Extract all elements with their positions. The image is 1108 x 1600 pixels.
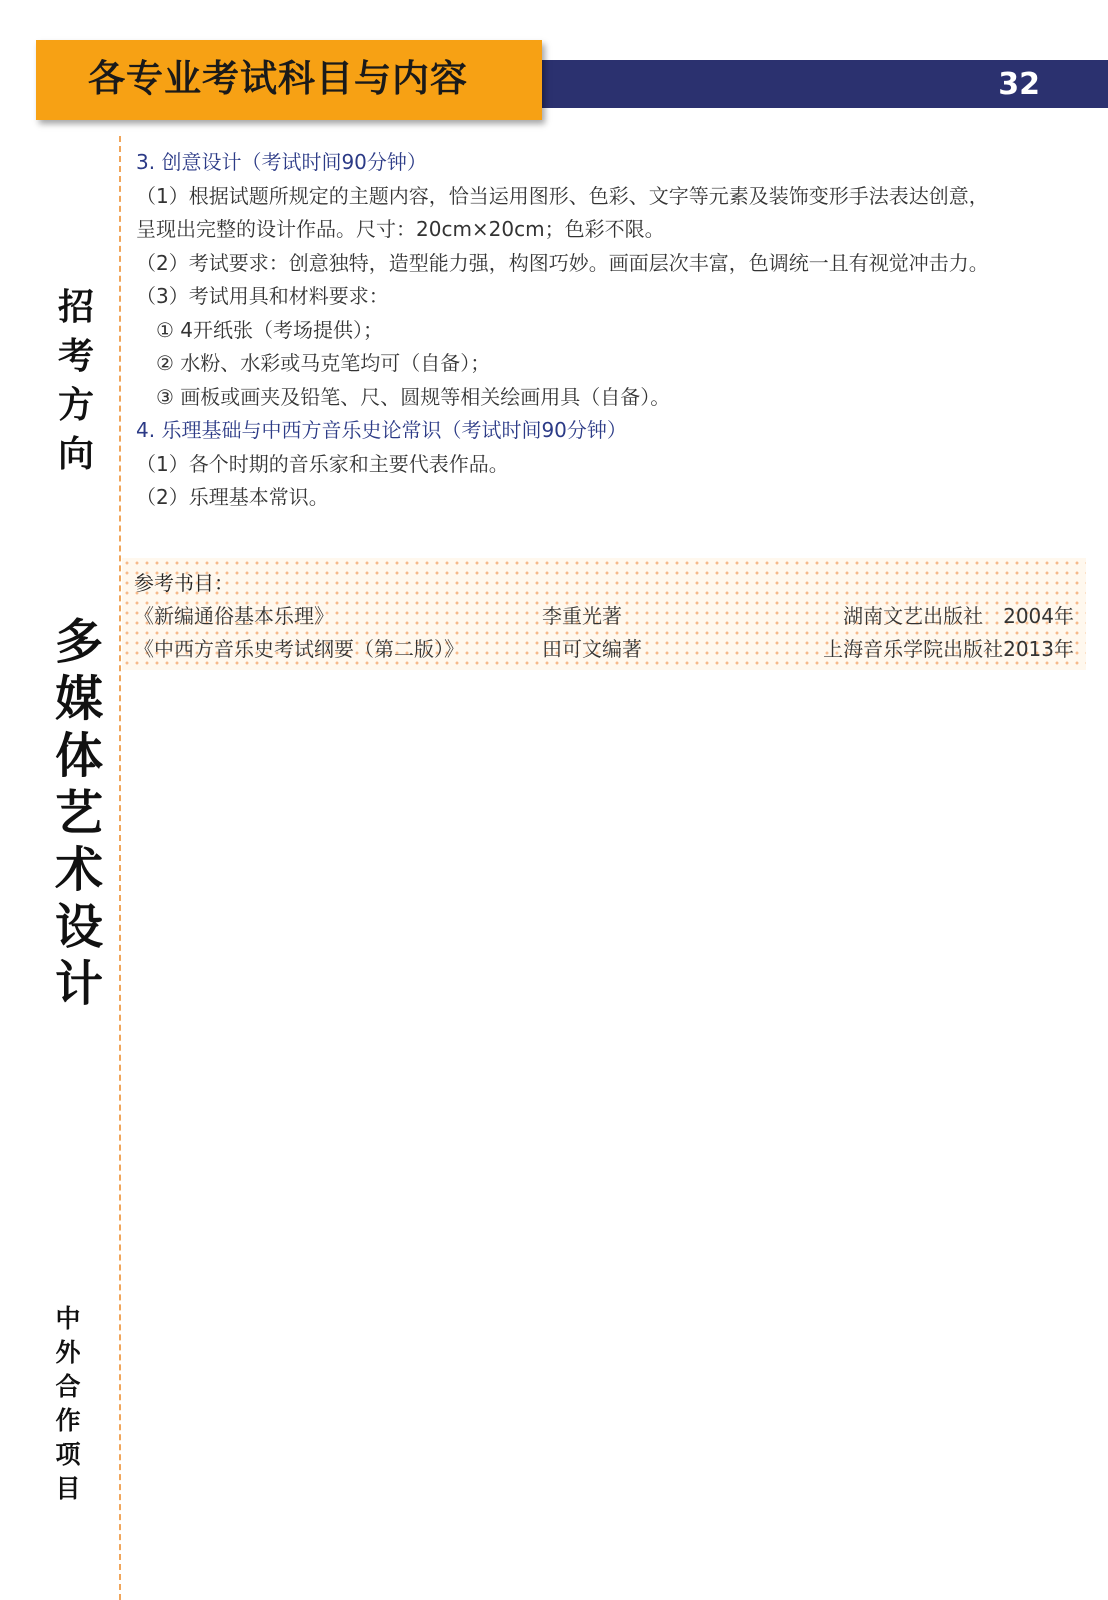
sub-list-item: ① 4开纸张（考场提供）；	[156, 317, 384, 342]
paragraph-item: （1）各个时期的音乐家和主要代表作品。	[136, 451, 509, 476]
main-content	[136, 146, 1086, 515]
sidebar-char: 术	[54, 842, 103, 898]
paragraph-item: （2）乐理基本常识。	[136, 485, 329, 509]
section-heading-creative-design: 3. 创意设计（考试时间90分钟）	[136, 150, 427, 174]
sidebar-char: 目	[55, 1474, 81, 1503]
paragraph-item: （2）考试要求：创意独特，造型能力强，构图巧妙。画面层次丰富，色调统一且有视觉冲击力。	[136, 250, 989, 275]
sidebar-char: 项	[55, 1440, 81, 1469]
reference-book-row	[134, 600, 1074, 632]
reference-books-box	[122, 558, 1086, 670]
reference-book-row	[134, 633, 1074, 665]
sidebar-char: 中	[55, 1304, 81, 1333]
sidebar-char: 招	[57, 287, 94, 328]
sub-list-item: ② 水粉、水彩或马克笔均可（自备）；	[156, 351, 491, 375]
title-tab	[36, 40, 542, 120]
reference-book-author: 李重光著	[542, 604, 622, 628]
sidebar-char: 作	[55, 1406, 81, 1435]
sidebar-char: 合	[55, 1372, 81, 1401]
sidebar-divider	[119, 136, 121, 1600]
sidebar-char: 体	[54, 728, 103, 784]
reference-book-author: 田可文编著	[542, 637, 642, 661]
sidebar-char: 方	[57, 385, 94, 426]
reference-book-title: 《中西方音乐史考试纲要（第二版）》	[134, 637, 464, 661]
reference-book-publisher: 湖南文艺出版社 2004年	[843, 604, 1074, 628]
sidebar-char: 计	[54, 956, 103, 1012]
sidebar-char: 多	[54, 614, 103, 670]
section-heading-music-theory: 4. 乐理基础与中西方音乐史论常识（考试时间90分钟）	[136, 418, 627, 442]
sidebar-char: 媒	[54, 671, 103, 727]
sidebar-section-label	[36, 283, 116, 479]
paragraph-item: （1）根据试题所规定的主题内容，恰当运用图形、色彩、文字等元素及装饰变形手法表达创意，	[136, 183, 989, 208]
reference-book-title: 《新编通俗基本乐理》	[134, 604, 334, 628]
page-title: 各专业考试科目与内容	[88, 57, 468, 100]
paragraph-item-continued: 呈现出完整的设计作品。尺寸：20cm×20cm；色彩不限。	[136, 217, 665, 241]
sidebar-program-label	[28, 1302, 108, 1506]
sidebar-char: 外	[55, 1338, 81, 1367]
sidebar-char: 向	[57, 434, 94, 475]
sub-list-item: ③ 画板或画夹及铅笔、尺、圆规等相关绘画用具（自备）。	[156, 384, 671, 409]
paragraph-item: （3）考试用具和材料要求：	[136, 284, 389, 308]
reference-books-title: 参考书目：	[134, 571, 234, 595]
sidebar-char: 艺	[54, 785, 103, 841]
page-number: 32	[998, 67, 1040, 102]
header-bar	[530, 60, 1108, 108]
sidebar-char: 设	[54, 899, 103, 955]
reference-book-publisher: 上海音乐学院出版社2013年	[823, 637, 1074, 661]
sidebar-char: 考	[57, 336, 94, 377]
sidebar-major-label	[39, 614, 119, 1013]
